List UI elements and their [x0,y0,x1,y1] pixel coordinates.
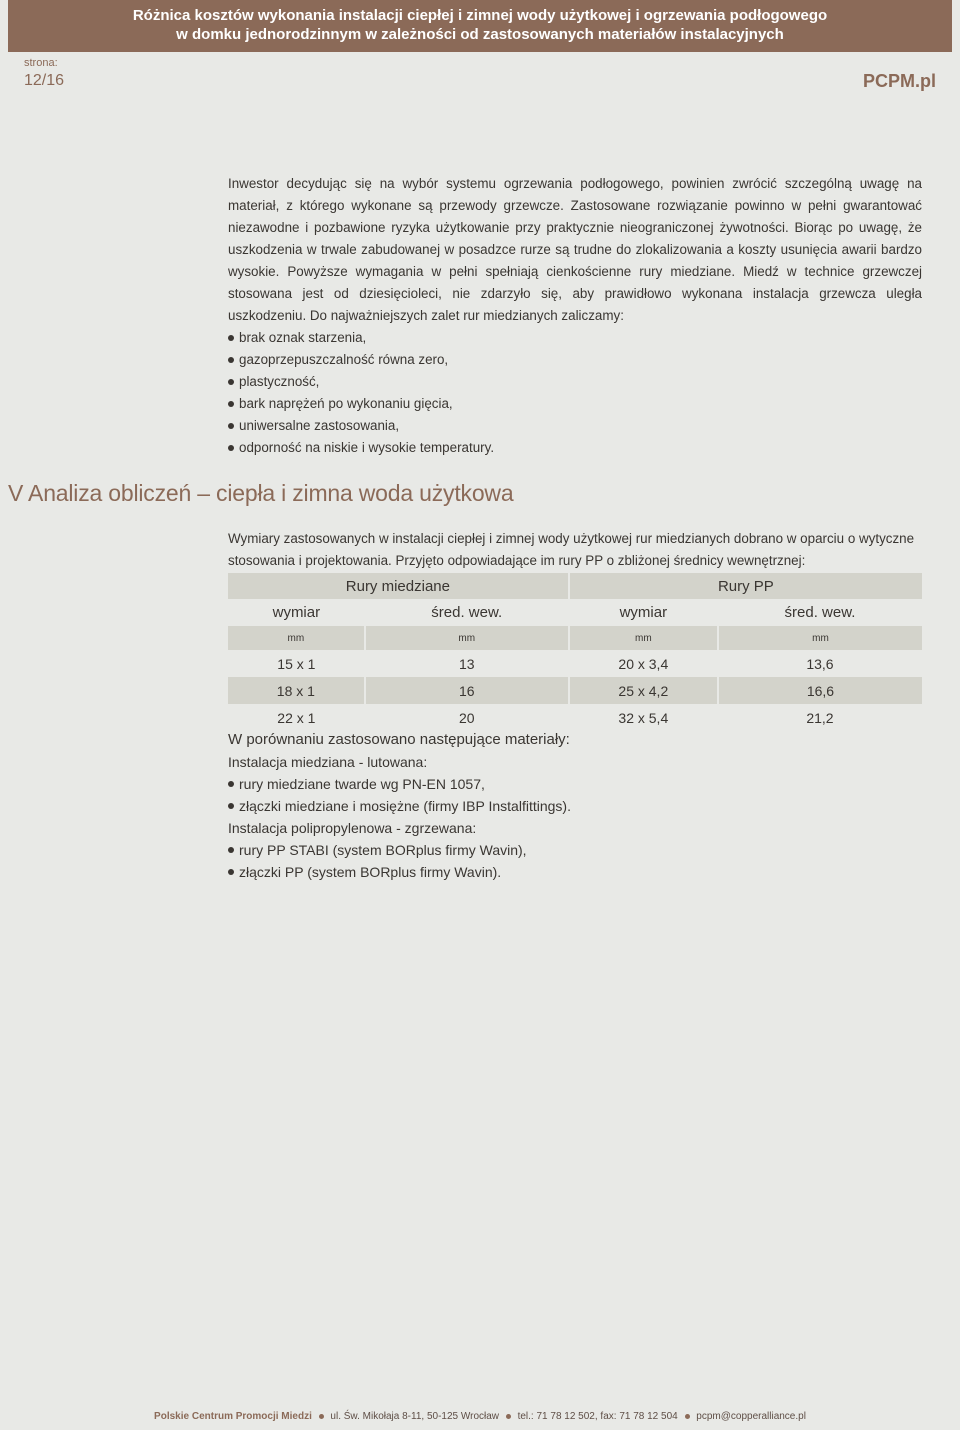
column-header: śred. wew. [784,604,856,621]
table-cell: 21,2 [806,709,834,726]
bullet-separator-icon [506,1414,511,1419]
table-cell: 22 x 1 [277,709,316,726]
header-title-line-2: w domku jednorodzinnym w zależności od zastosowanych materiałów instalacyjnych [176,26,784,43]
page-label: strona: [24,57,58,69]
copper-advantages-list [228,327,922,459]
list-item: brak oznak starzenia, [228,327,922,349]
table-cell: 13,6 [806,655,834,672]
table-cell: 20 [458,709,475,726]
intro-paragraph: Inwestor decydując się na wybór systemu ogrzewania podłogowego, powinien zwrócić szczególną uwagę na materiał, z którego wykonane są przewody grzewcze. Zastosowane rozwiązanie powinno w pełni gwarantować niezawodne i pozbawione ryzyka użytkowanie przy praktycznie nieograniczonej żywotności. Biorąc po uwagę, że uszkodzenia w trwale zabudowanej w posadzce rurze są trudne do zlokalizowania a koszty usunięcia awarii bardzo wysokie. Powyższe wymagania w pełni spełniają cienkościenne rury miedziane. Miedź w technice grzewczej stosowana jest od dziesięcioleci, nie zdarzyło się, aby prawidłowo wykonana instalacja grzewcza uległa uszkodzeniu. Do najważniejszych zalet rur miedzianych zaliczamy: [228,176,922,323]
table-units-row [228,626,922,650]
document-header [8,0,952,52]
unit-cell: mm [718,626,922,650]
list-item: gazoprzepuszczalność równa zero, [228,349,922,371]
analysis-paragraph: Wymiary zastosowanych w instalacji ciepłej i zimnej wody użytkowej rur miedzianych dobrano w oparciu o wytyczne stosowania i projektowania. Przyjęto odpowiadające im rury PP o zbliżonej średnicy wewnętrznej: [228,531,915,568]
pp-materials-list [228,839,922,883]
intro-section [228,173,922,459]
page-number: 12/16 [24,72,65,89]
column-header: wymiar [619,604,668,621]
table-cell: 20 x 3,4 [618,655,669,672]
table-cell: 25 x 4,2 [569,677,718,704]
list-item: plastyczność, [228,371,922,393]
unit-cell: mm [228,626,365,650]
footer-email[interactable]: pcpm@copperalliance.pl [696,1411,806,1422]
list-item: rury miedziane twarde wg PN-EN 1057, [228,773,922,795]
footer-org: Polskie Centrum Promocji Miedzi [154,1411,312,1422]
table-column-header [228,599,922,626]
materials-section [228,729,922,883]
footer-address: ul. Św. Mikołaja 8-11, 50-125 Wrocław [330,1411,500,1422]
table-cell: 32 x 5,4 [618,709,669,726]
copper-materials-list [228,773,922,817]
page-footer [0,1411,960,1422]
copper-install-title: Instalacja miedziana - lutowana: [228,754,428,770]
header-title-line-1: Różnica kosztów wykonania instalacji ciepłej i zimnej wody użytkowej i ogrzewania podłogowego [132,7,828,24]
pipe-dimensions-table [228,573,922,731]
unit-cell: mm [569,626,718,650]
column-header: wymiar [272,604,321,621]
analysis-section [228,528,922,572]
brand-link[interactable]: PCPM.pl [862,71,936,91]
table-cell: 15 x 1 [277,655,316,672]
list-item: bark naprężeń po wykonaniu gięcia, [228,393,922,415]
table-cell: 16 [365,677,569,704]
column-header: śred. wew. [431,604,503,621]
group-pp: Rury PP [569,573,922,599]
table-row [228,650,922,677]
table-row [228,704,922,731]
materials-lead: W porównaniu zastosowano następujące materiały: [228,731,570,748]
bullet-separator-icon [319,1414,324,1419]
table-row [228,677,922,704]
table-cell: 18 x 1 [228,677,365,704]
unit-cell: mm [365,626,569,650]
footer-phone: tel.: 71 78 12 502, fax: 71 78 12 504 [517,1411,678,1422]
list-item: złączki PP (system BORplus firmy Wavin). [228,861,922,883]
table-cell: 16,6 [718,677,922,704]
list-item: rury PP STABI (system BORplus firmy Wavin), [228,839,922,861]
list-item: złączki miedziane i mosiężne (firmy IBP Instalfittings). [228,795,922,817]
list-item: uniwersalne zastosowania, [228,415,922,437]
list-item: odporność na niskie i wysokie temperatury. [228,437,922,459]
table-cell: 13 [458,655,475,672]
section-heading: V Analiza obliczeń – ciepła i zimna woda użytkowa [8,480,514,506]
group-copper: Rury miedziane [228,573,569,599]
table-group-header [228,573,922,599]
pp-install-title: Instalacja polipropylenowa - zgrzewana: [228,820,477,836]
bullet-separator-icon [685,1414,690,1419]
